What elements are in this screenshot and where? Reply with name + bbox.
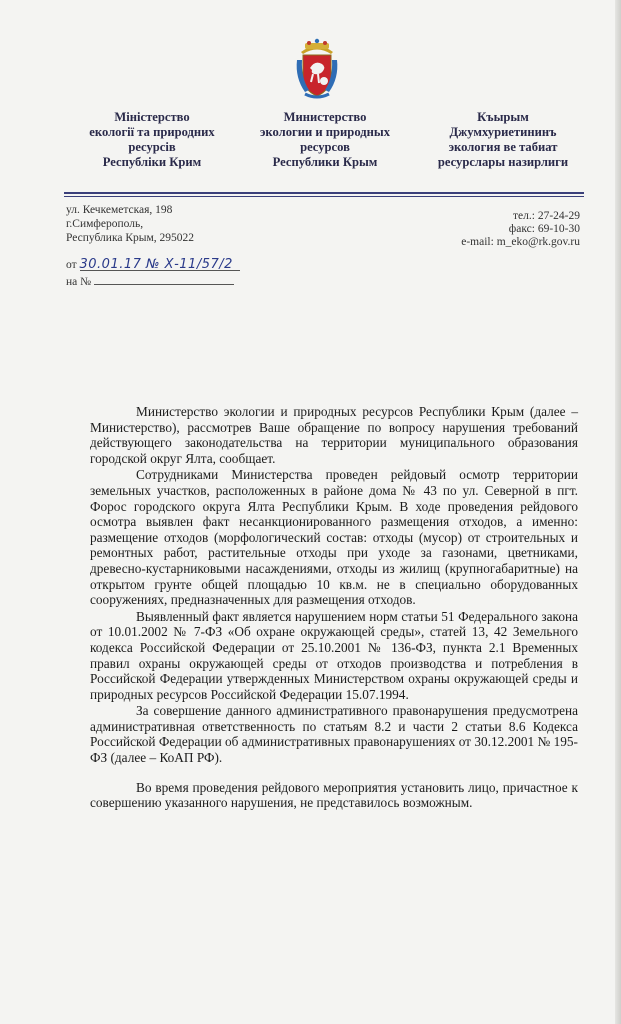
ref-handwritten-number: 30.01.17 № Х-11/57/2 (79, 257, 233, 272)
header-divider-thin (64, 196, 584, 197)
ref-from-field (80, 258, 240, 271)
scan-edge (615, 0, 621, 1024)
crimea-coat-of-arms-icon (293, 38, 341, 100)
header-divider (64, 192, 584, 194)
header-line: ресурсов (300, 140, 350, 154)
postal-address (66, 203, 194, 245)
ministry-name-ukrainian (72, 110, 232, 170)
address-city: г.Симферополь, (66, 218, 144, 230)
outgoing-reference (66, 258, 240, 289)
fax-number: факс: 69-10-30 (508, 223, 580, 235)
ministry-name-crimean-tatar (418, 110, 588, 170)
header-line: Республіки Крим (102, 155, 202, 169)
contact-info (461, 210, 580, 249)
header-line: Къырым (477, 110, 529, 124)
header-line: экологии и природных (259, 125, 391, 139)
header-line: Міністерство (114, 110, 190, 124)
ref-to-field (94, 272, 234, 285)
header-line: Министерство (283, 110, 367, 124)
letter-body (90, 404, 578, 811)
paragraph: За совершение данного административного правонарушения предусмотрена административная ответственность по статьям 8.2 и части 2 статьи 8.6 Кодекса Российской Федерации об административных правонарушениях от 30.12.2001 № 195-ФЗ (далее – КоАП РФ). (90, 703, 578, 766)
address-region: Республика Крым, 295022 (66, 232, 195, 244)
phone-number: тел.: 27-24-29 (513, 210, 580, 222)
ref-from-label: от (66, 259, 77, 271)
paragraph: Выявленный факт является нарушением норм статьи 51 Федерального закона от 10.01.2002 № 7-ФЗ «Об охране окружающей среды», статей 13, 42 Земельного кодекса Российской Федерации от 25.10.2001 № 136-ФЗ, пункта 2.1 Временных правил охраны окружающей среды от отходов производства и потребления в Российской Федерации утвержденных Министерством охраны окружающей среды и природных ресурсов Российской Федерации 15.07.1994. (90, 608, 578, 702)
paragraph: Министерство экологии и природных ресурсов Республики Крым (далее – Министерство), рассмотрев Ваше обращение по вопросу нарушения требований действующего законодательства на территории муниципального образования городской округ Ялта, сообщает. (90, 404, 578, 466)
paragraph: Сотрудниками Министерства проведен рейдовый осмотр территории земельных участков, расположенных в районе дома № 43 по ул. Северной в пгт. Форос городского округа Ялта Республики Крым. В ходе проведения рейдового осмотра выявлен факт несанкционированного размещения отходов, а именно: размещение отходов (морфологический состав: отходы (мусор) от строительных и ремонтных работ, растительные отходы при уходе за газонами, цветниками, древесно-кустарниковыми насаждениями, отходы из жилищ (крупногабаритные) на открытом грунте общей площадью 10 кв.м. не в специально оборудованных сооружениях, предназначенных для размещения отходов. (90, 467, 578, 608)
header-line: Джумхуриетининъ (449, 125, 557, 139)
header-line: ресурслары назирлиги (437, 155, 569, 169)
header-line: екології та природних (89, 125, 215, 139)
email-address: e-mail: m_eko@rk.gov.ru (461, 236, 580, 248)
address-street: ул. Кечкеметская, 198 (66, 204, 173, 216)
ministry-name-russian (250, 110, 400, 170)
header-line: экология ве табиат (448, 140, 558, 154)
header-line: ресурсів (128, 140, 176, 154)
paragraph: Во время проведения рейдового мероприятия установить лицо, причастное к совершению указанного нарушения, не представилось возможным. (90, 779, 578, 811)
ref-to-label: на № (66, 276, 92, 288)
header-line: Республики Крым (272, 155, 378, 169)
